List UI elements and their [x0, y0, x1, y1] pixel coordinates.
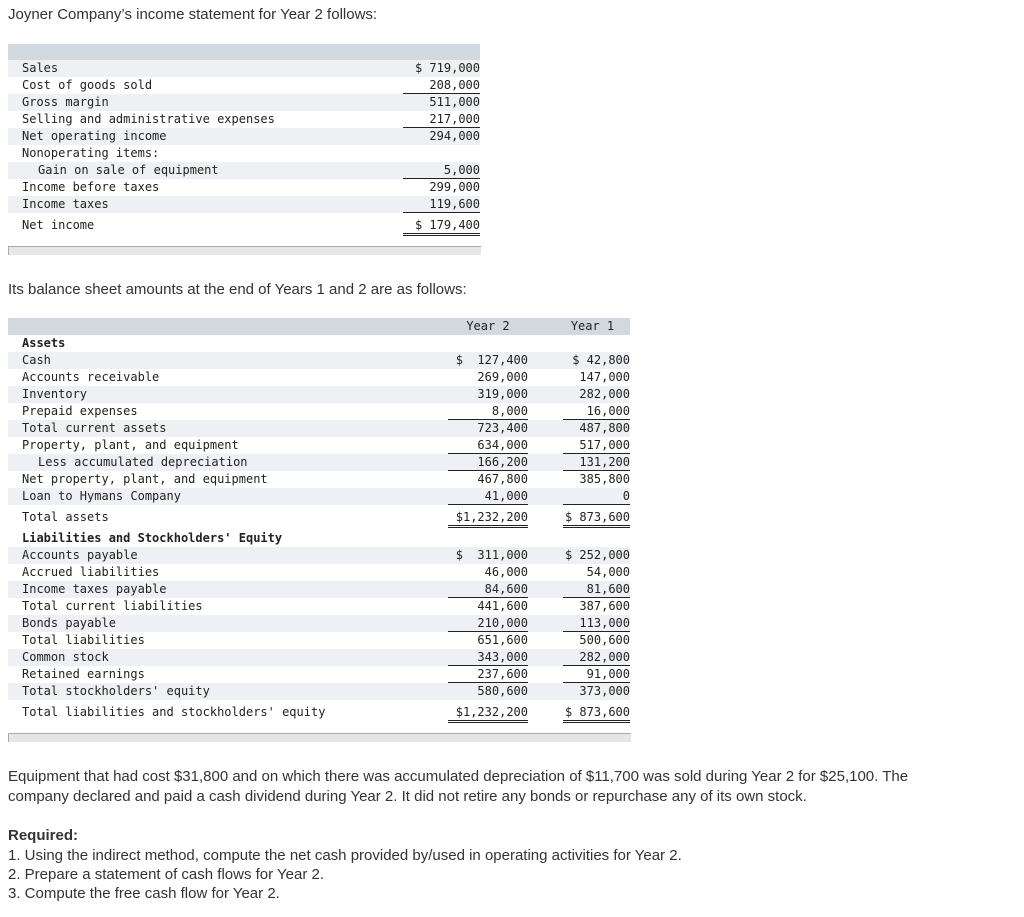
- balance-row-label: Common stock: [22, 650, 109, 664]
- income-row-amount: 217,000: [403, 112, 480, 128]
- income-row-amount: $ 179,400: [403, 218, 480, 236]
- year1-amount: 500,600: [579, 633, 630, 647]
- year1-amount: 113,000: [563, 616, 630, 632]
- equipment-text-line-2: company declared and paid a cash dividend during Year 2. It did not retire any bonds or repurchase any of its own stock.: [8, 788, 807, 805]
- year2-amount: 343,000: [448, 650, 528, 666]
- balance-row: [8, 632, 630, 649]
- year1-amount: 0: [563, 489, 630, 505]
- balance-row: [8, 352, 630, 369]
- balance-row-label: Total liabilities: [22, 633, 145, 647]
- income-row-amount: 5,000: [403, 163, 480, 179]
- balance-row: [8, 369, 630, 386]
- year2-column-header: Year 2: [466, 319, 510, 333]
- income-row: [8, 60, 480, 77]
- income-row-label: Net operating income: [22, 129, 167, 143]
- balance-row: [8, 403, 630, 420]
- income-row-label: Gross margin: [22, 95, 109, 109]
- income-row-label: Nonoperating items:: [22, 146, 160, 160]
- year1-amount: $ 252,000: [564, 548, 630, 562]
- year1-amount: $ 873,600: [563, 510, 630, 528]
- year2-amount: 580,600: [477, 684, 528, 698]
- year1-amount: 282,000: [579, 387, 630, 401]
- year1-amount: 131,200: [563, 455, 630, 471]
- balance-row-label: Loan to Hymans Company: [22, 489, 181, 503]
- required-item-1: 1. Using the indirect method, compute the net cash provided by/used in operating activities for Year 2.: [8, 847, 682, 864]
- balance-row: [8, 649, 630, 666]
- balance-row-label: Total stockholders' equity: [22, 684, 210, 698]
- balance-row: [8, 547, 630, 564]
- balance-row-label: Liabilities and Stockholders' Equity: [22, 531, 283, 545]
- year1-amount: $ 873,600: [563, 705, 630, 723]
- balance-row: [8, 704, 630, 721]
- year2-amount: $1,232,200: [448, 705, 528, 723]
- balance-row-label: Property, plant, and equipment: [22, 438, 239, 452]
- balance-row-label: Total assets: [22, 510, 109, 524]
- year2-amount: 269,000: [477, 370, 528, 384]
- required-item-2: 2. Prepare a statement of cash flows for Year 2.: [8, 866, 325, 883]
- balance-row: [8, 598, 630, 615]
- year1-amount: 387,600: [579, 599, 630, 613]
- balance-intro-text: Its balance sheet amounts at the end of Years 1 and 2 are as follows:: [8, 281, 467, 298]
- balance-row-label: Accounts receivable: [22, 370, 160, 384]
- income-row-amount: 294,000: [429, 129, 480, 143]
- year2-amount: 237,600: [448, 667, 528, 683]
- equipment-text-line-1: Equipment that had cost $31,800 and on which there was accumulated depreciation of $11,700 was sold during Year 2 for $25,100. The: [8, 768, 909, 785]
- income-row-amount: [403, 146, 480, 161]
- year2-amount: 467,800: [477, 472, 528, 486]
- income-table-header: [8, 44, 480, 60]
- balance-row-label: Less accumulated depreciation: [38, 455, 248, 469]
- year1-amount: 54,000: [586, 565, 630, 579]
- year2-amount: 723,400: [477, 421, 528, 435]
- income-row: [8, 196, 480, 213]
- balance-row: [8, 437, 630, 454]
- balance-table-header: [8, 318, 630, 335]
- income-table-scrollbar[interactable]: [8, 246, 481, 255]
- balance-row: [8, 683, 630, 700]
- income-row-amount: $ 719,000: [414, 61, 480, 75]
- required-heading: Required:: [8, 827, 79, 844]
- year2-amount: $1,232,200: [448, 510, 528, 528]
- year1-amount: 16,000: [563, 404, 630, 420]
- balance-row-label: Assets: [22, 336, 66, 350]
- year2-amount: 441,600: [477, 599, 528, 613]
- income-row-label: Income taxes: [22, 197, 109, 211]
- year1-column-header: Year 1: [570, 319, 615, 333]
- section-heading-row: [8, 335, 630, 352]
- balance-row: [8, 581, 630, 598]
- income-row: [8, 111, 480, 128]
- income-row-amount: 119,600: [403, 197, 480, 213]
- income-row: [8, 128, 480, 145]
- income-row: [8, 145, 480, 162]
- income-row-amount: 299,000: [429, 180, 480, 194]
- balance-row-label: Retained earnings: [22, 667, 145, 681]
- income-intro-text: Joyner Company’s income statement for Year 2 follows:: [8, 6, 378, 23]
- balance-row-label: Cash: [22, 353, 51, 367]
- year1-amount: 373,000: [579, 684, 630, 698]
- balance-row-label: Net property, plant, and equipment: [22, 472, 268, 486]
- year1-amount: 517,000: [563, 438, 630, 454]
- year2-amount: 319,000: [477, 387, 528, 401]
- balance-row-label: Income taxes payable: [22, 582, 167, 596]
- year2-amount: 166,200: [448, 455, 528, 471]
- year2-amount: $ 311,000: [455, 548, 528, 562]
- balance-row-label: Inventory: [22, 387, 88, 401]
- balance-row: [8, 509, 630, 526]
- year1-amount: 91,000: [563, 667, 630, 683]
- balance-row-label: Accrued liabilities: [22, 565, 160, 579]
- year1-amount: 385,800: [579, 472, 630, 486]
- income-row-amount: 208,000: [403, 78, 480, 94]
- balance-row: [8, 615, 630, 632]
- income-row: [8, 77, 480, 94]
- year2-amount: 46,000: [484, 565, 528, 579]
- year1-amount: 487,800: [579, 421, 630, 435]
- income-row-amount: 511,000: [429, 95, 480, 109]
- income-row-label: Income before taxes: [22, 180, 160, 194]
- balance-sheet-table: [8, 318, 630, 721]
- balance-row: [8, 454, 630, 471]
- year1-amount: 282,000: [563, 650, 630, 666]
- balance-row-label: Bonds payable: [22, 616, 116, 630]
- balance-row-label: Accounts payable: [22, 548, 138, 562]
- balance-row: [8, 564, 630, 581]
- balance-row-label: Total current liabilities: [22, 599, 203, 613]
- income-row: [8, 94, 480, 111]
- year2-amount: 8,000: [448, 404, 528, 420]
- year2-amount: 651,600: [477, 633, 528, 647]
- balance-row: [8, 420, 630, 437]
- year2-amount: 210,000: [448, 616, 528, 632]
- income-row-label: Sales: [22, 61, 59, 75]
- year1-amount: 147,000: [579, 370, 630, 384]
- year2-amount: $ 127,400: [455, 353, 528, 367]
- balance-row: [8, 386, 630, 403]
- income-row: [8, 179, 480, 196]
- balance-row: [8, 471, 630, 488]
- year2-amount: 84,600: [448, 582, 528, 598]
- balance-row: [8, 488, 630, 505]
- income-row-label: Net income: [22, 218, 95, 232]
- income-row-label: Selling and administrative expenses: [22, 112, 275, 126]
- required-item-3: 3. Compute the free cash flow for Year 2.: [8, 885, 280, 902]
- balance-table-scrollbar[interactable]: [8, 733, 631, 742]
- income-statement-table: [8, 44, 480, 234]
- year2-amount: 41,000: [448, 489, 528, 505]
- income-row: [8, 217, 480, 234]
- section-heading-row: [8, 530, 630, 547]
- balance-row-label: Total current assets: [22, 421, 167, 435]
- year2-amount: 634,000: [448, 438, 528, 454]
- income-row-label: Gain on sale of equipment: [38, 163, 219, 177]
- balance-row-label: Prepaid expenses: [22, 404, 138, 418]
- balance-row: [8, 666, 630, 683]
- balance-row-label: Total liabilities and stockholders' equity: [22, 705, 326, 719]
- year1-amount: $ 42,800: [572, 353, 630, 367]
- income-row-label: Cost of goods sold: [22, 78, 153, 92]
- year1-amount: 81,600: [563, 582, 630, 598]
- income-row: [8, 162, 480, 179]
